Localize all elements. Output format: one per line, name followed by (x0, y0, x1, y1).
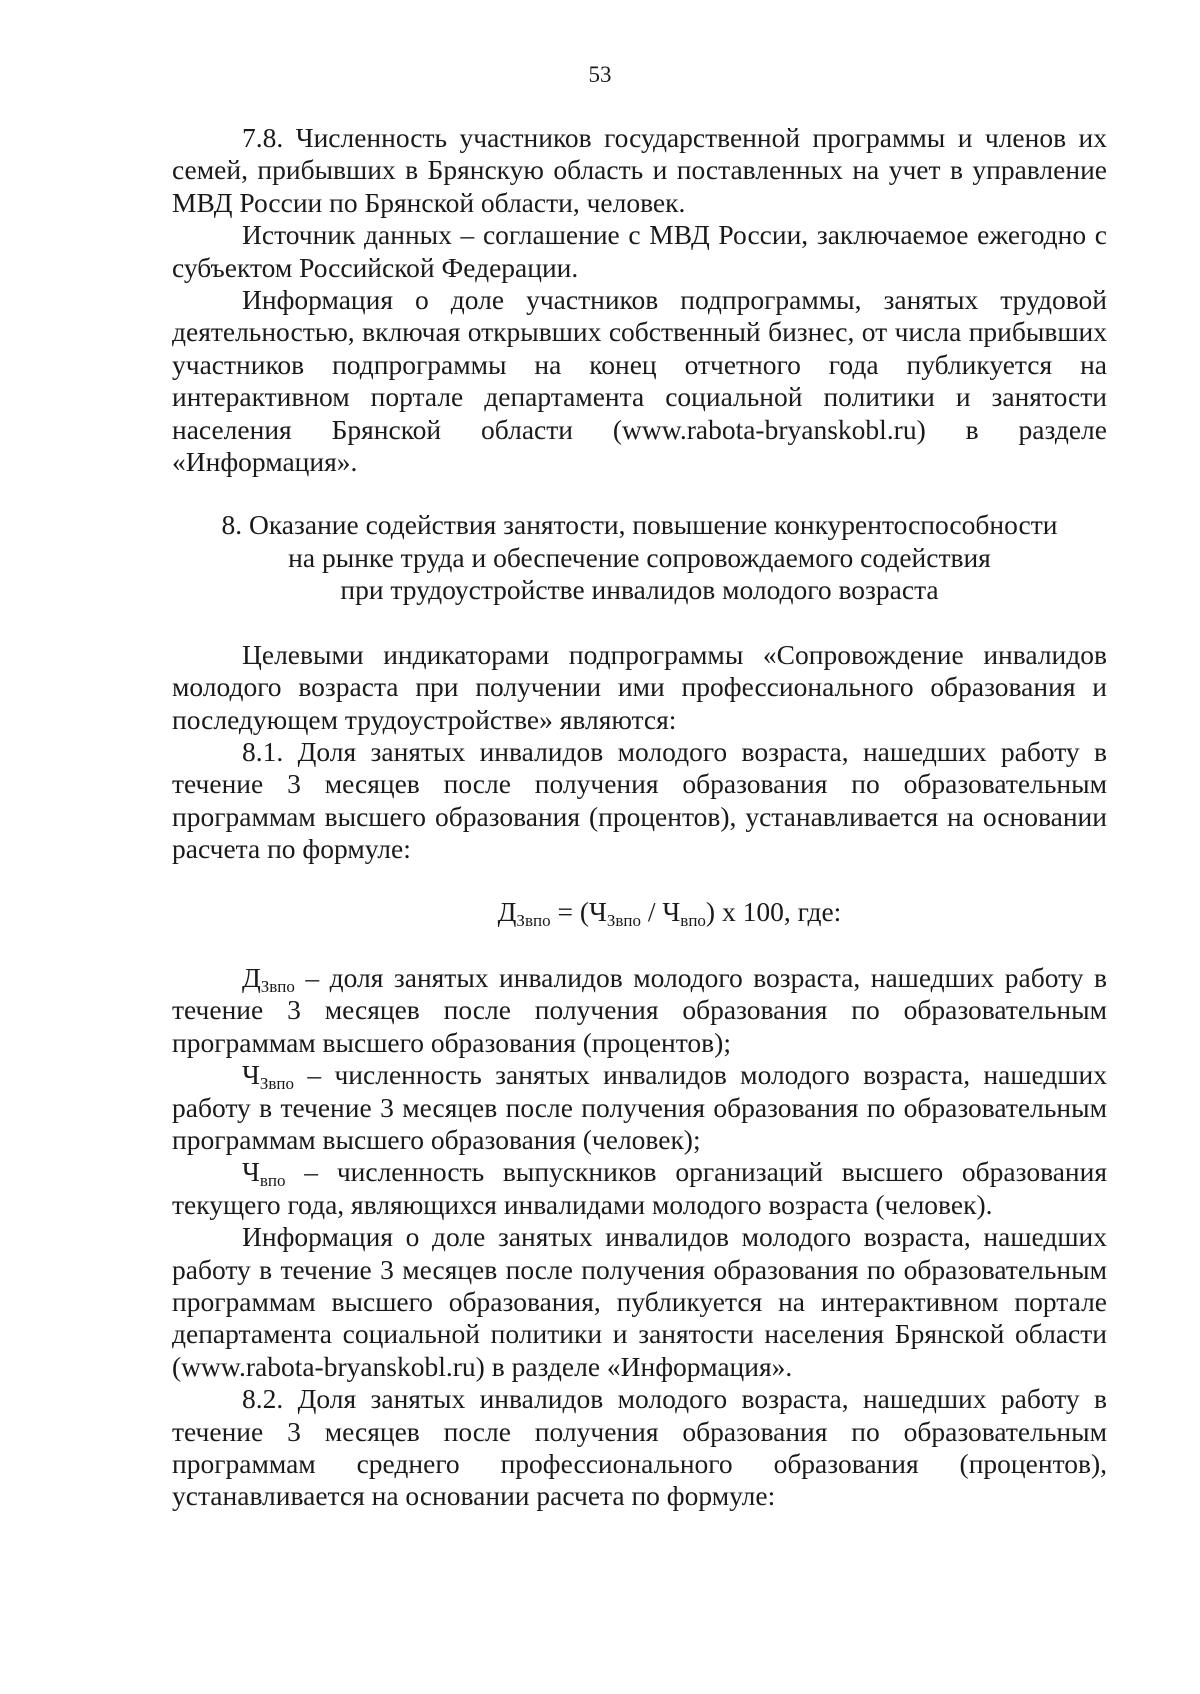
formula-symbol-d: Д (497, 895, 517, 927)
formula-eq-open: = (Ч (550, 895, 607, 927)
section-heading-8 (172, 509, 1107, 606)
heading-line-1: 8. Оказание содействия занятости, повышение конкурентоспособности (221, 509, 1058, 541)
definition-ch-vpo (172, 1156, 1107, 1221)
definition-symbol: Ч (242, 1059, 260, 1091)
heading-line-2: на рынке труда и обеспечение сопровождаемого содействия (288, 541, 991, 573)
definition-symbol: Д (242, 961, 261, 993)
paragraph-info-employed: Информация о доле занятых инвалидов молодого возраста, нашедших работу в течение 3 месяцев после получения образования по образовательным программам высшего образования, публикуется на интерактивном портале департамента социальной политики и занятости населения Брянской области (www.rabota-bryanskobl.ru) в разделе «Информация». (172, 1221, 1107, 1382)
definition-symbol: Ч (242, 1156, 260, 1188)
heading-line-3: при трудоустройстве инвалидов молодого возраста (340, 574, 939, 606)
formula-tail: ) x 100, где: (705, 895, 842, 927)
definition-d-zvpo (172, 962, 1107, 1059)
definition-subscript: Звпо (259, 1074, 295, 1094)
formula-sub-ch: впо (680, 910, 706, 930)
formula-sub-ch-z: Звпо (606, 910, 642, 930)
paragraph-7-8: 7.8. Численность участников государственной программы и членов их семей, прибывших в Брянскую область и поставленных на учет в управление МВД России по Брянской области, человек. (172, 122, 1107, 218)
paragraph-target-indicators: Целевыми индикаторами подпрограммы «Сопровождение инвалидов молодого возраста при получении ими профессионального образования и последующем трудоустройстве» являются: (172, 638, 1107, 735)
formula-8-1 (172, 896, 1107, 928)
formula-sub-d: Звпо (516, 910, 551, 930)
page-number: 53 (588, 62, 612, 87)
paragraph-8-2: 8.2. Доля занятых инвалидов молодого возраста, нашедших работу в течение 3 месяцев после получения образования по образовательным программам среднего профессионального образования (процентов), устанавливается на основании расчета по формуле: (172, 1383, 1107, 1512)
paragraph-8-1: 8.1. Доля занятых инвалидов молодого возраста, нашедших работу в течение 3 месяцев после получения образования по образовательным программам высшего образования (процентов), устанавливается на основании расчета по формуле: (172, 735, 1107, 865)
document-body (172, 122, 1107, 1513)
definition-text: – доля занятых инвалидов молодого возраста, нашедших работу в течение 3 месяцев после получения образования по образовательным программам высшего образования (процентов); (172, 961, 1107, 1058)
definition-subscript: Звпо (260, 976, 295, 996)
definition-text: – численность выпускников организаций высшего образования текущего года, являющихся инвалидами молодого возраста (человек). (172, 1156, 1107, 1220)
definition-subscript: впо (259, 1171, 286, 1191)
formula-slash: / Ч (641, 895, 681, 927)
paragraph-info-participants: Информация о доле участников подпрограммы, занятых трудовой деятельностью, включая открывших собственный бизнес, от числа прибывших участников подпрограммы на конец отчетного года публикуется на интерактивном портале департамента социальной политики и занятости населения Брянской области (www.rabota-bryanskobl.ru) в разделе «Информация». (172, 284, 1107, 478)
definition-text: – численность занятых инвалидов молодого возраста, нашедших работу в течение 3 месяцев после получения образования по образовательным программам высшего образования (человек); (172, 1059, 1107, 1155)
paragraph-data-source: Источник данных – соглашение с МВД России, заключаемое ежегодно с субъектом Российской Федерации. (172, 219, 1107, 283)
definition-ch-zvpo (172, 1059, 1107, 1156)
